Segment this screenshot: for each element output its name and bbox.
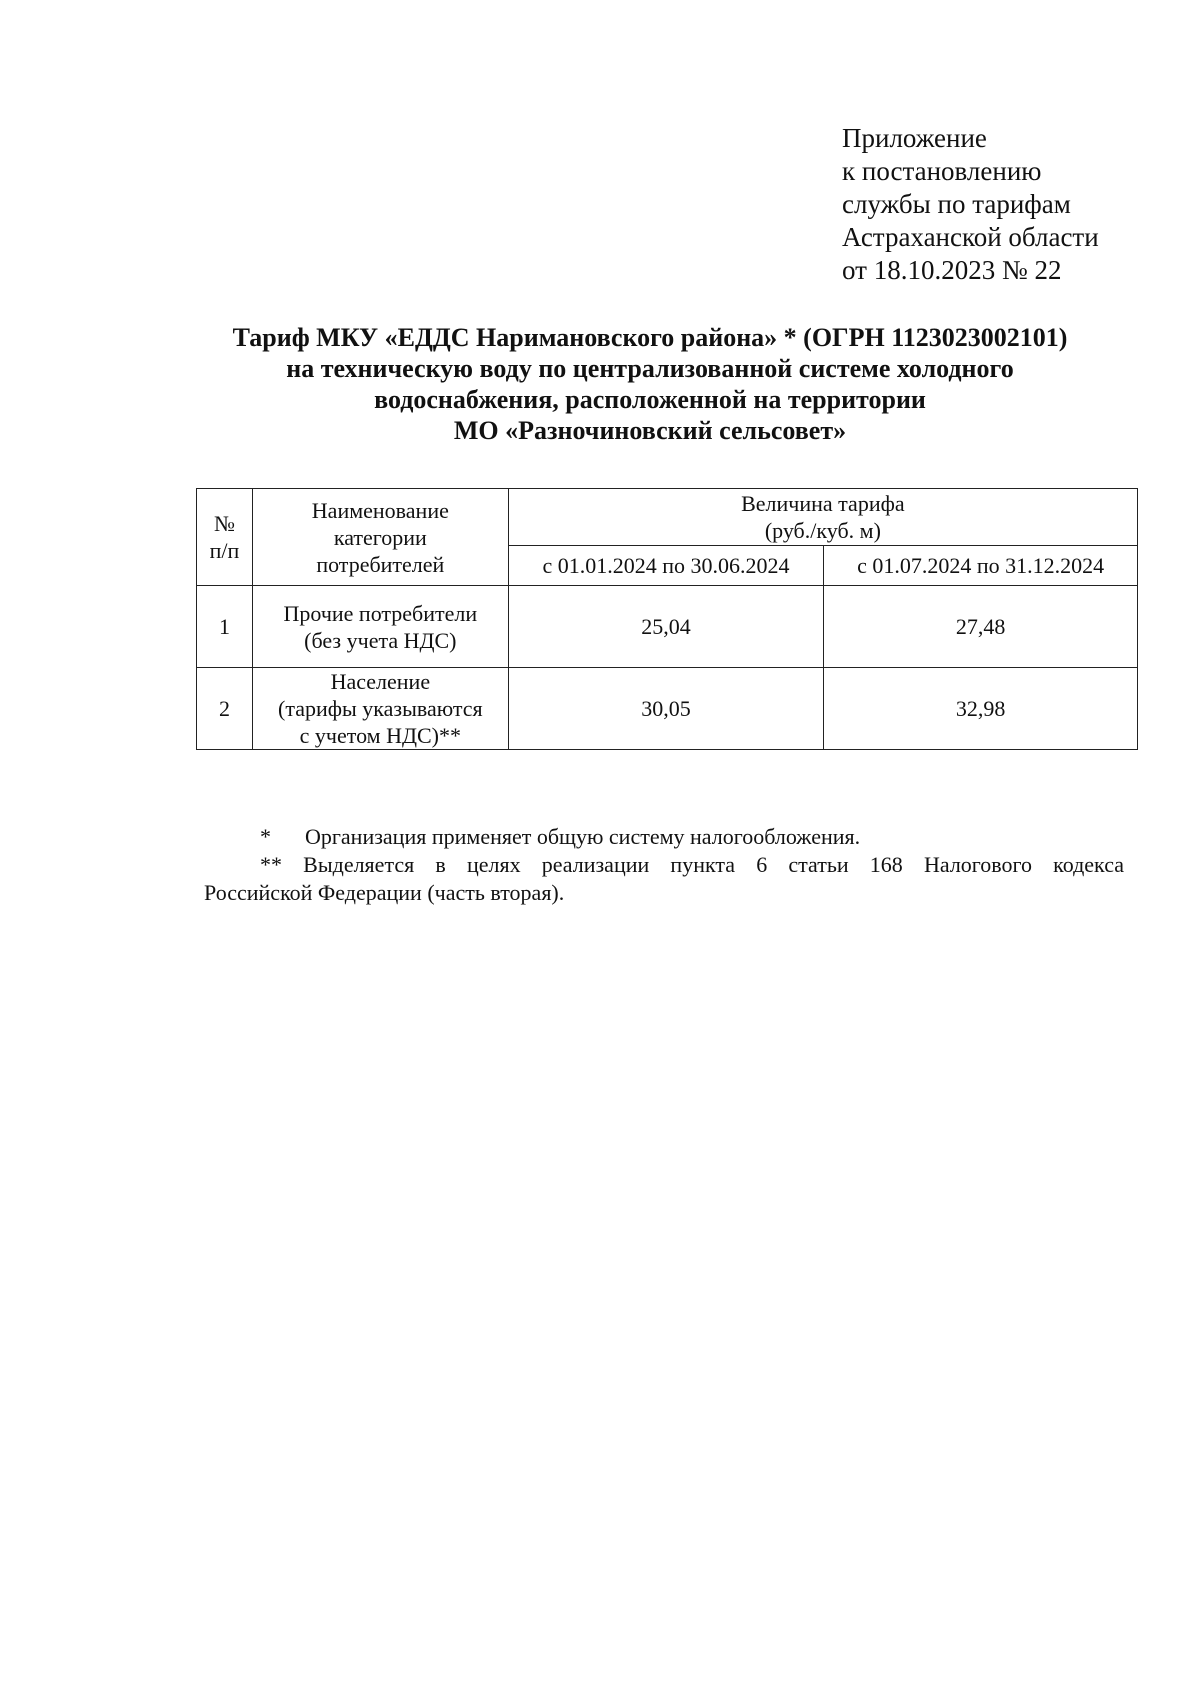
header-category-line: потребителей — [316, 551, 445, 577]
row-category — [252, 586, 508, 668]
row-category — [252, 668, 508, 750]
appendix-line: к постановлению — [842, 156, 1042, 186]
appendix-line: от 18.10.2023 № 22 — [842, 255, 1062, 285]
header-category — [252, 489, 508, 586]
title-line: Тариф МКУ «ЕДДС Наримановского района» * (ОГРН 1123023002101) — [232, 323, 1068, 352]
appendix-block — [842, 122, 1099, 287]
title-line: МО «Разночиновский сельсовет» — [453, 416, 847, 445]
footnote-1-mark: * — [260, 824, 271, 849]
footnotes — [204, 823, 1124, 907]
header-tariff — [508, 489, 1137, 546]
row-num: 1 — [197, 586, 253, 668]
appendix-line: Приложение — [842, 123, 987, 153]
row-value-period-1: 25,04 — [508, 586, 824, 668]
header-tariff-line: Величина тарифа — [741, 491, 905, 516]
table-row — [197, 668, 1138, 750]
footnote-1-text: Организация применяет общую систему налогообложения. — [305, 824, 861, 849]
row-category-line: (тарифы указываются — [278, 696, 483, 721]
appendix-line: службы по тарифам — [842, 189, 1071, 219]
title-line: на техническую воду по централизованной системе холодного — [286, 354, 1014, 383]
footnote-2-line: Российской Федерации (часть вторая). — [204, 880, 565, 905]
footnote-2 — [204, 851, 1124, 907]
row-value-period-1: 30,05 — [508, 668, 824, 750]
row-category-line: Население — [330, 669, 431, 694]
row-category-line: с учетом НДС)** — [299, 723, 461, 748]
document-title — [150, 322, 1150, 446]
row-category-line: (без учета НДС) — [304, 627, 457, 653]
title-line: водоснабжения, расположенной на территории — [374, 385, 926, 414]
header-num-line: № — [213, 511, 235, 536]
tariff-table — [196, 488, 1138, 750]
header-period-1: с 01.01.2024 по 30.06.2024 — [508, 546, 824, 586]
appendix-line: Астраханской области — [842, 222, 1099, 252]
row-value-period-2: 32,98 — [824, 668, 1138, 750]
header-num — [197, 489, 253, 586]
header-num-line: п/п — [209, 538, 240, 563]
header-period-2: с 01.07.2024 по 31.12.2024 — [824, 546, 1138, 586]
header-category-line: категории — [333, 524, 427, 550]
table-header-row — [197, 489, 1138, 546]
footnote-1 — [204, 823, 1124, 851]
footnote-2-line: ** Выделяется в целях реализации пункта 6 статьи 168 Налогового кодекса — [260, 852, 1124, 877]
row-category-line: Прочие потребители — [283, 600, 478, 626]
header-tariff-unit: (руб./куб. м) — [764, 518, 881, 543]
table-row — [197, 586, 1138, 668]
row-num: 2 — [197, 668, 253, 750]
row-value-period-2: 27,48 — [824, 586, 1138, 668]
header-category-line: Наименование — [311, 497, 449, 523]
